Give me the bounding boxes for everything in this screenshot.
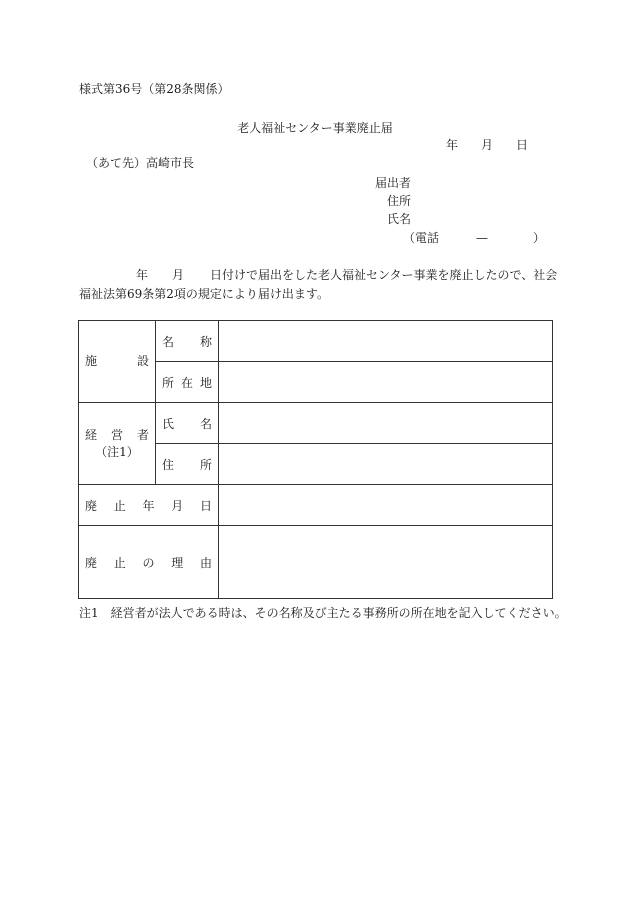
- facility-label-cell: [79, 321, 156, 403]
- applicant-address-label: 住所: [387, 194, 412, 208]
- abolition-form-table: [78, 320, 553, 599]
- page-title: 老人福祉センター事業廃止届: [237, 121, 393, 135]
- applicant-name-label: 氏名: [387, 212, 412, 226]
- table-row: [79, 403, 553, 444]
- applicant-label: 届出者: [375, 176, 412, 190]
- footnote: 注1 経営者が法人である時は、その名称及び主たる事務所の所在地を記入してください。: [79, 606, 567, 620]
- phone-dash: —: [476, 231, 488, 245]
- date-year-label: 年: [446, 138, 459, 152]
- date-month-label: 月: [480, 138, 493, 152]
- operator-note: （注1）: [95, 444, 139, 459]
- addressee: （あて先）高崎市長: [86, 156, 195, 170]
- operator-address-field[interactable]: [219, 444, 553, 485]
- abolition-date-field[interactable]: [219, 485, 553, 526]
- abolition-reason-field[interactable]: [219, 526, 553, 599]
- abolition-reason-label: 廃 止 の 理 由: [85, 555, 212, 570]
- facility-name-field[interactable]: [219, 321, 553, 362]
- date-line: [446, 138, 528, 152]
- facility-location-field[interactable]: [219, 362, 553, 403]
- facility-name-label: 名 称: [162, 334, 212, 349]
- facility-name-label-cell: [156, 321, 219, 362]
- operator-address-label: 住 所: [162, 457, 212, 472]
- facility-location-label-cell: [156, 362, 219, 403]
- table-row: [79, 485, 553, 526]
- date-day-label: 日: [515, 138, 528, 152]
- facility-label: 施 設: [85, 354, 149, 368]
- operator-label: 経 営 者: [85, 427, 149, 442]
- phone-close: ）: [533, 231, 546, 245]
- table-row: [79, 321, 553, 362]
- abolition-date-label-cell: [79, 485, 219, 526]
- body-text-line2: 福祉法第69条第2項の規定により届け出ます。: [79, 287, 329, 301]
- operator-name-label-cell: [156, 403, 219, 444]
- phone-open: （電話: [403, 231, 440, 245]
- body-month-label: 月: [172, 268, 185, 282]
- operator-address-label-cell: [156, 444, 219, 485]
- operator-name-label: 氏 名: [162, 416, 212, 431]
- abolition-reason-label-cell: [79, 526, 219, 599]
- table-row: [79, 526, 553, 599]
- operator-name-field[interactable]: [219, 403, 553, 444]
- form-number: 様式第36号（第28条関係）: [79, 82, 230, 96]
- abolition-date-label: 廃 止 年 月 日: [85, 498, 212, 513]
- body-text-line1: 日付けで届出をした老人福祉センター事業を廃止したので、社会: [210, 268, 558, 282]
- operator-label-cell: [79, 403, 156, 485]
- facility-location-label: 所 在 地: [162, 375, 212, 390]
- body-year-label: 年: [136, 268, 149, 282]
